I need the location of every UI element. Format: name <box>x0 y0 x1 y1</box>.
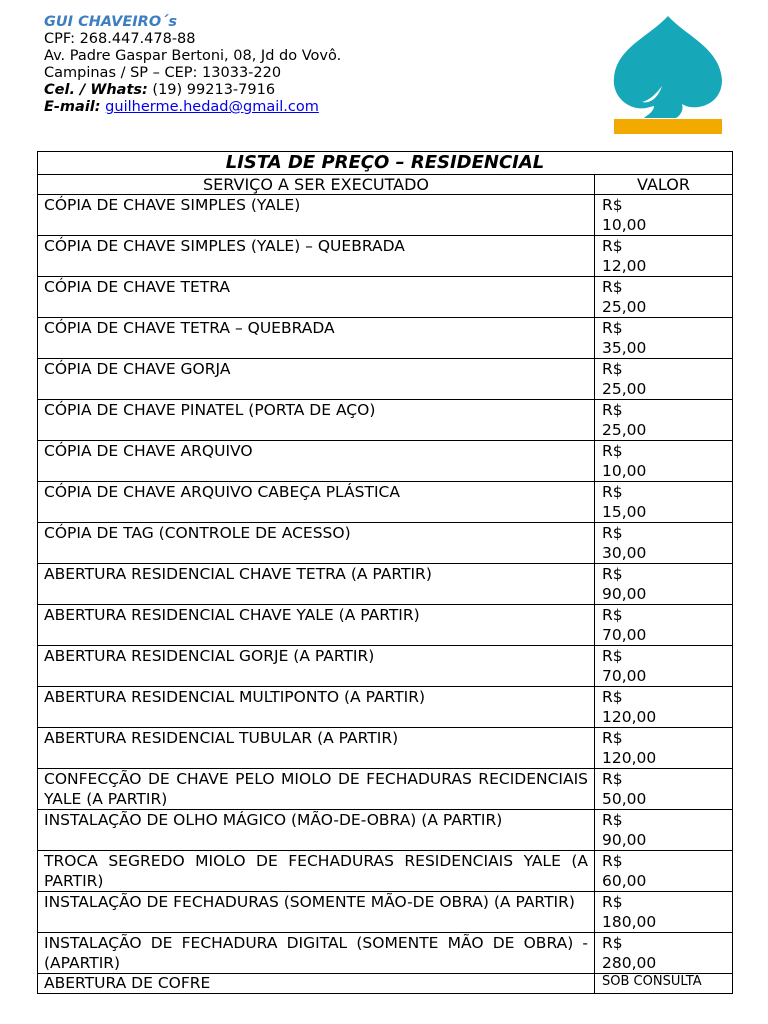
price-amount: 15,00 <box>602 503 647 521</box>
table-row <box>38 277 733 318</box>
currency-symbol: R$ <box>602 483 623 501</box>
value-cell <box>595 851 733 892</box>
logo-base-bar <box>614 119 722 134</box>
price-amount: 90,00 <box>602 831 647 849</box>
spade-shape <box>614 16 722 118</box>
price-amount: 25,00 <box>602 298 647 316</box>
value-cell <box>595 974 733 994</box>
price-amount: 10,00 <box>602 462 647 480</box>
currency-symbol: R$ <box>602 811 623 829</box>
company-name: GUI CHAVEIRO´s <box>44 14 178 30</box>
table-row <box>38 810 733 851</box>
value-cell <box>595 195 733 236</box>
value-cell <box>595 687 733 728</box>
city-line: Campinas / SP – CEP: 13033-220 <box>44 65 282 81</box>
currency-symbol: R$ <box>602 893 623 911</box>
value-cell <box>595 236 733 277</box>
currency-symbol: R$ <box>602 729 623 747</box>
table-row <box>38 974 733 994</box>
price-amount: 35,00 <box>602 339 647 357</box>
currency-symbol: R$ <box>602 647 623 665</box>
price-amount: 60,00 <box>602 872 647 890</box>
service-cell: ABERTURA DE COFRE <box>38 974 595 994</box>
table-header-row <box>38 175 733 195</box>
price-on-request: SOB CONSULTA <box>602 974 702 989</box>
value-cell <box>595 482 733 523</box>
price-amount: 70,00 <box>602 626 647 644</box>
service-cell: ABERTURA RESIDENCIAL CHAVE YALE (A PARTIR) <box>38 605 595 646</box>
price-amount: 10,00 <box>602 216 647 234</box>
table-row <box>38 728 733 769</box>
value-cell <box>595 892 733 933</box>
column-header-service: SERVIÇO A SER EXECUTADO <box>38 175 595 195</box>
price-amount: 25,00 <box>602 421 647 439</box>
email-line <box>44 99 341 116</box>
company-header <box>44 14 341 116</box>
price-amount: 70,00 <box>602 667 647 685</box>
currency-symbol: R$ <box>602 442 623 460</box>
table-row <box>38 195 733 236</box>
service-cell: ABERTURA RESIDENCIAL CHAVE TETRA (A PARTIR) <box>38 564 595 605</box>
value-cell <box>595 523 733 564</box>
address-line: Av. Padre Gaspar Bertoni, 08, Jd do Vovô. <box>44 48 342 64</box>
service-cell: CÓPIA DE TAG (CONTROLE DE ACESSO) <box>38 523 595 564</box>
price-amount: 30,00 <box>602 544 647 562</box>
value-cell <box>595 933 733 974</box>
table-row <box>38 236 733 277</box>
email-link[interactable]: guilherme.hedad@gmail.com <box>105 99 319 115</box>
email-label: E-mail: <box>44 99 101 115</box>
service-cell: CÓPIA DE CHAVE SIMPLES (YALE) – QUEBRADA <box>38 236 595 277</box>
table-row <box>38 318 733 359</box>
value-cell <box>595 728 733 769</box>
service-cell: CONFECÇÃO DE CHAVE PELO MIOLO DE FECHADURAS RECIDENCIAIS YALE (A PARTIR) <box>38 769 595 810</box>
currency-symbol: R$ <box>602 401 623 419</box>
service-cell: CÓPIA DE CHAVE SIMPLES (YALE) <box>38 195 595 236</box>
currency-symbol: R$ <box>602 278 623 296</box>
service-cell: CÓPIA DE CHAVE ARQUIVO <box>38 441 595 482</box>
cpf-line: CPF: 268.447.478-88 <box>44 31 196 47</box>
table-row <box>38 359 733 400</box>
value-cell <box>595 441 733 482</box>
currency-symbol: R$ <box>602 606 623 624</box>
currency-symbol: R$ <box>602 852 623 870</box>
service-cell: CÓPIA DE CHAVE ARQUIVO CABEÇA PLÁSTICA <box>38 482 595 523</box>
value-cell <box>595 318 733 359</box>
column-header-value: VALOR <box>595 175 733 195</box>
spade-logo-icon <box>610 16 726 136</box>
phone-label: Cel. / Whats: <box>44 82 148 98</box>
price-amount: 280,00 <box>602 954 657 972</box>
table-row <box>38 769 733 810</box>
phone-line <box>44 82 341 99</box>
currency-symbol: R$ <box>602 770 623 788</box>
currency-symbol: R$ <box>602 934 623 952</box>
service-cell: TROCA SEGREDO MIOLO DE FECHADURAS RESIDENCIAIS YALE (A PARTIR) <box>38 851 595 892</box>
table-row <box>38 482 733 523</box>
currency-symbol: R$ <box>602 688 623 706</box>
value-cell <box>595 810 733 851</box>
service-cell: ABERTURA RESIDENCIAL TUBULAR (A PARTIR) <box>38 728 595 769</box>
value-cell <box>595 605 733 646</box>
price-amount: 120,00 <box>602 708 657 726</box>
price-amount: 12,00 <box>602 257 647 275</box>
table-row <box>38 605 733 646</box>
service-cell: ABERTURA RESIDENCIAL GORJE (A PARTIR) <box>38 646 595 687</box>
service-cell: CÓPIA DE CHAVE TETRA <box>38 277 595 318</box>
table-row <box>38 687 733 728</box>
service-cell: CÓPIA DE CHAVE PINATEL (PORTA DE AÇO) <box>38 400 595 441</box>
table-row <box>38 892 733 933</box>
phone-number: (19) 99213-7916 <box>147 82 276 98</box>
table-row <box>38 564 733 605</box>
price-amount: 25,00 <box>602 380 647 398</box>
price-amount: 90,00 <box>602 585 647 603</box>
price-amount: 180,00 <box>602 913 657 931</box>
table-title-row <box>38 152 733 175</box>
value-cell <box>595 564 733 605</box>
table-row <box>38 400 733 441</box>
table-row <box>38 646 733 687</box>
currency-symbol: R$ <box>602 524 623 542</box>
currency-symbol: R$ <box>602 360 623 378</box>
price-amount: 120,00 <box>602 749 657 767</box>
currency-symbol: R$ <box>602 196 623 214</box>
table-row <box>38 523 733 564</box>
price-amount: 50,00 <box>602 790 647 808</box>
value-cell <box>595 277 733 318</box>
price-table <box>37 151 733 994</box>
currency-symbol: R$ <box>602 319 623 337</box>
service-cell: ABERTURA RESIDENCIAL MULTIPONTO (A PARTIR) <box>38 687 595 728</box>
currency-symbol: R$ <box>602 565 623 583</box>
service-cell: CÓPIA DE CHAVE GORJA <box>38 359 595 400</box>
table-row <box>38 441 733 482</box>
value-cell <box>595 359 733 400</box>
currency-symbol: R$ <box>602 237 623 255</box>
table-row <box>38 933 733 974</box>
service-cell: INSTALAÇÃO DE FECHADURA DIGITAL (SOMENTE MÃO DE OBRA) - (APARTIR) <box>38 933 595 974</box>
value-cell <box>595 646 733 687</box>
table-title: LISTA DE PREÇO – RESIDENCIAL <box>38 152 733 175</box>
service-cell: INSTALAÇÃO DE OLHO MÁGICO (MÃO-DE-OBRA) (A PARTIR) <box>38 810 595 851</box>
service-cell: CÓPIA DE CHAVE TETRA – QUEBRADA <box>38 318 595 359</box>
value-cell <box>595 400 733 441</box>
table-row <box>38 851 733 892</box>
service-cell: INSTALAÇÃO DE FECHADURAS (SOMENTE MÃO-DE OBRA) (A PARTIR) <box>38 892 595 933</box>
value-cell <box>595 769 733 810</box>
